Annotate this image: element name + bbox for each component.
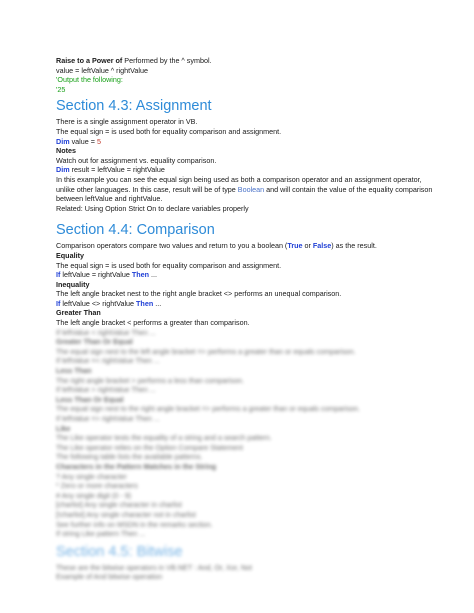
power-heading: Raise to a Power of xyxy=(56,56,123,65)
bitwise-line-2: Example of And bitwise operation xyxy=(56,572,163,582)
blurred-line-1: Greater Than Or Equal xyxy=(56,337,133,347)
if-keyword: If xyxy=(56,270,61,280)
blurred-line-6: If leftValue > rightValue Then ... xyxy=(56,385,156,395)
notes-watch: Watch out for assignment vs. equality comparison. xyxy=(56,155,217,165)
bitwise-line-1: These are the bitwise operators in VB.NET : And, Or, Xor, Not xyxy=(56,562,253,572)
equality-desc: The equal sign = is used both for equality comparison and assignment. xyxy=(56,260,282,270)
blurred-line-12: The Like operator relies on the Option Compare Statement xyxy=(56,442,243,452)
assignment-dim-code xyxy=(56,137,436,147)
blurred-line-7: Less Than Or Equal xyxy=(56,394,124,404)
inequality-label: Inequality xyxy=(56,279,90,289)
power-description xyxy=(56,56,436,66)
power-desc: Performed by the ^ symbol. xyxy=(122,56,212,65)
blurred-line-9: If leftValue => rightValue Then ... xyxy=(56,414,160,423)
blurred-line-13: The following table lists the available patterns. xyxy=(56,452,203,462)
blurred-line-10: Like xyxy=(56,423,71,433)
then2-keyword: Then xyxy=(136,298,154,308)
assignment-related: Related: Using Option Strict On to declare variables properly xyxy=(56,203,249,213)
comparison-intro-a: Comparison operators compare two values and return to you a boolean ( xyxy=(56,241,288,251)
inequality-desc: The left angle bracket nest to the right angle bracket <> performs an unequal comparison. xyxy=(56,289,342,299)
comparison-intro xyxy=(56,241,436,251)
assignment-intro: There is a single assignment operator in VB. xyxy=(56,117,198,127)
blurred-preview xyxy=(56,328,436,582)
power-code: value = leftValue ^ rightValue xyxy=(56,65,149,75)
dim-value-number: 5 xyxy=(96,136,101,146)
inequality-code xyxy=(56,299,436,309)
blurred-line-8: The equal sign nest to the right angle bracket => performs a greater than or equals comparison. xyxy=(56,404,361,414)
section-4-5-title: Section 4.5: Bitwise xyxy=(56,543,183,560)
greater-label: Greater Than xyxy=(56,308,101,318)
blurred-line-3: If leftValue =< rightValue Then ... xyxy=(56,356,160,366)
section-4-4-title: Section 4.4: Comparison xyxy=(56,222,215,239)
dim-keyword: Dim xyxy=(56,136,70,146)
blurred-line-11: The Like operator tests the equality of a string and a search pattern. xyxy=(56,433,272,443)
equality-label: Equality xyxy=(56,250,84,260)
equality-code xyxy=(56,270,436,280)
eq-ellipsis: ... xyxy=(149,270,158,280)
power-comment: 'Output the following: xyxy=(56,75,123,85)
assignment-paragraph xyxy=(56,175,436,204)
dim2-keyword: Dim xyxy=(56,165,70,175)
blurred-line-4: Less Than xyxy=(56,366,92,376)
assignment-equal-sign: The equal sign = is used both for equality comparison and assignment. xyxy=(56,126,282,136)
true-keyword: True xyxy=(287,241,303,251)
false-keyword: False xyxy=(312,241,332,251)
blurred-line-5: The right angle bracket > performs a less than comparison. xyxy=(56,375,244,385)
boolean-link[interactable]: Boolean xyxy=(237,184,265,194)
neq-code: leftValue <> rightValue xyxy=(60,298,137,308)
notes-label: Notes xyxy=(56,146,76,156)
greater-desc: The left angle bracket < performs a greater than comparison. xyxy=(56,318,250,328)
blurred-line-18: [charlist] Any single character in charlist xyxy=(56,500,182,510)
blurred-line-19: [!charlist] Any single character not in charlist xyxy=(56,509,196,519)
blurred-line-14: Characters in the Pattern Matches in the String xyxy=(56,461,217,471)
neq-ellipsis: ... xyxy=(153,298,162,308)
blurred-line-21: If string Like pattern Then ... xyxy=(56,529,146,539)
if2-keyword: If xyxy=(56,298,61,308)
assignment-para-b: and will contain the value of the equality comparison between leftValue and rightValue. xyxy=(56,184,433,204)
or-text: or xyxy=(302,241,313,251)
assignment-dim2-code xyxy=(56,165,436,175)
comparison-intro-b: ) as the result. xyxy=(331,241,377,251)
blurred-line-20: See further info on MSDN in the remarks section. xyxy=(56,519,213,529)
eq-code: leftValue = rightValue xyxy=(60,270,132,280)
blurred-line-15: ? Any single character xyxy=(56,471,127,481)
blurred-line-2: The equal sign nest to the left angle bracket => performs a greater than or equals comparison. xyxy=(56,346,356,356)
then-keyword: Then xyxy=(131,270,150,280)
blurred-line-17: # Any single digit (0 - 9) xyxy=(56,490,132,500)
dim-code-rest: value = xyxy=(69,136,97,146)
assignment-para-a: In this example you can see the equal sign being used as both a comparison operator and an assignment operator, unlike other languages. In this case, result will be of type xyxy=(56,174,422,194)
power-result: '25 xyxy=(56,84,66,94)
blurred-line-0: If leftValue < rightValue Then ... xyxy=(56,327,156,337)
dim2-code-rest: result = leftValue = rightValue xyxy=(69,165,165,175)
blurred-line-16: * Zero or more characters xyxy=(56,481,138,491)
document-body xyxy=(56,56,436,582)
section-4-3-title: Section 4.3: Assignment xyxy=(56,98,212,115)
